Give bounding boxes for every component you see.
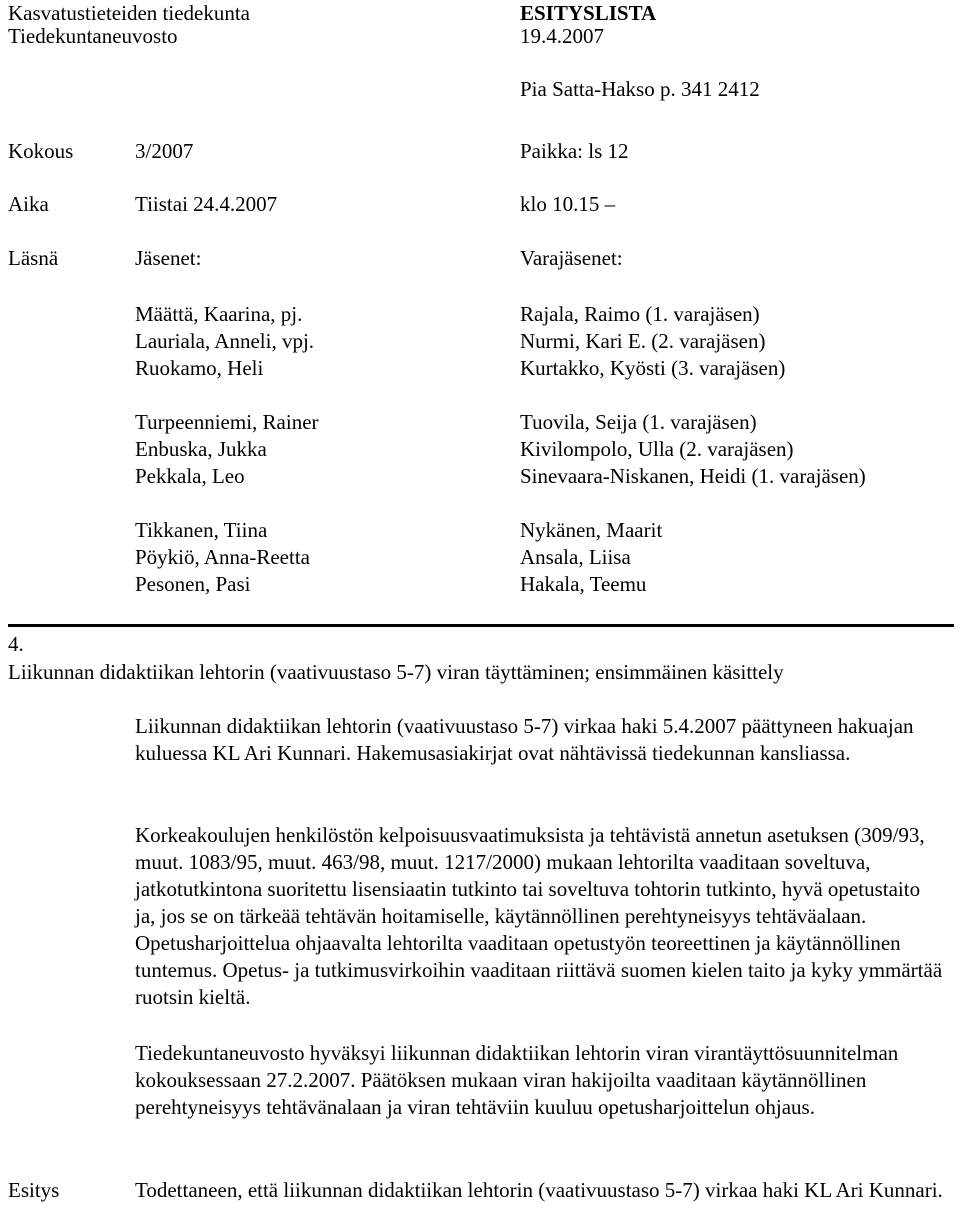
item-number: 4. [8,632,24,656]
deputy-name: Kurtakko, Kyösti (3. varajäsen) [520,356,786,380]
deputy-name: Kivilompolo, Ulla (2. varajäsen) [520,437,794,461]
item-paragraph: Korkeakoulujen henkilöstön kelpoisuusvaatimuksista ja tehtävistä annetun asetuksen (309/93, muut. 1083/95, muut. 463/98, muut. 1217/2000) mukaan lehtorilta vaaditaan soveltuva, jatkotutkintona suoritettu lisensiaatin tutkinto tai soveltuva tohtorin tutkinto, hyvä opetustaito ja, jos se on tärkeää tehtävän hoitamiselle, käytännöllinen perehtyneisyys tehtäväalaan. Opetusharjoittelua ohjaavalta lehtorilta vaaditaan opetustyön teoreettinen ja käytännöllinen tuntemus. Opetus- ja tutkimusvirkoihin vaaditaan riittävä suomen kielen taito ja kyky ymmärtää ruotsin kieltä. [135,823,943,1009]
meeting-number: 3/2007 [135,139,194,163]
section-divider [8,624,954,627]
member-name: Lauriala, Anneli, vpj. [135,329,315,353]
meeting-label: Kokous [8,139,74,163]
member-name: Tikkanen, Tiina [135,518,268,542]
member-name: Pesonen, Pasi [135,572,251,596]
deputy-name: Ansala, Liisa [520,545,631,569]
contact-person: Pia Satta-Hakso p. 341 2412 [520,77,760,101]
member-name: Pöykiö, Anna-Reetta [135,545,310,569]
deputy-name: Hakala, Teemu [520,572,647,596]
proposal-label: Esitys [8,1178,60,1202]
time-label: Aika [8,192,49,216]
document-type: ESITYSLISTA [520,1,657,25]
members-heading: Jäsenet: [135,246,202,270]
item-title: Liikunnan didaktiikan lehtorin (vaativuustaso 5-7) viran täyttäminen; ensimmäinen käsittely [8,660,784,684]
member-name: Turpeenniemi, Rainer [135,410,319,434]
member-name: Ruokamo, Heli [135,356,264,380]
proposal-text: Todettaneen, että liikunnan didaktiikan lehtorin (vaativuustaso 5-7) virkaa haki KL Ari Kunnari. [135,1178,943,1202]
deputies-heading: Varajäsenet: [520,246,623,270]
member-name: Enbuska, Jukka [135,437,267,461]
deputy-name: Nurmi, Kari E. (2. varajäsen) [520,329,766,353]
member-name: Pekkala, Leo [135,464,245,488]
meeting-date: Tiistai 24.4.2007 [135,192,278,216]
deputy-name: Sinevaara-Niskanen, Heidi (1. varajäsen) [520,464,866,488]
item-paragraph: Tiedekuntaneuvosto hyväksyi liikunnan didaktiikan lehtorin viran virantäyttösuunnitelman kokouksessaan 27.2.2007. Päätöksen mukaan viran hakijoilta vaaditaan käytännöllinen perehtyneisyys tehtävänalaan ja viran tehtäviin kuuluu opetusharjoittelun ohjaus. [135,1041,899,1119]
deputy-name: Rajala, Raimo (1. varajäsen) [520,302,760,326]
deputy-name: Tuovila, Seija (1. varajäsen) [520,410,757,434]
meeting-place: Paikka: ls 12 [520,139,629,163]
deputy-name: Nykänen, Maarit [520,518,663,542]
member-name: Määttä, Kaarina, pj. [135,302,303,326]
meeting-time: klo 10.15 – [520,192,616,216]
document-date: 19.4.2007 [520,24,604,48]
item-paragraph: Liikunnan didaktiikan lehtorin (vaativuustaso 5-7) virkaa haki 5.4.2007 päättyneen hakuajan kuluessa KL Ari Kunnari. Hakemusasiakirjat ovat nähtävissä tiedekunnan kansliassa. [135,714,914,765]
faculty-name: Kasvatustieteiden tiedekunta [8,1,251,25]
attendance-label: Läsnä [8,246,59,270]
council-name: Tiedekuntaneuvosto [8,24,178,48]
